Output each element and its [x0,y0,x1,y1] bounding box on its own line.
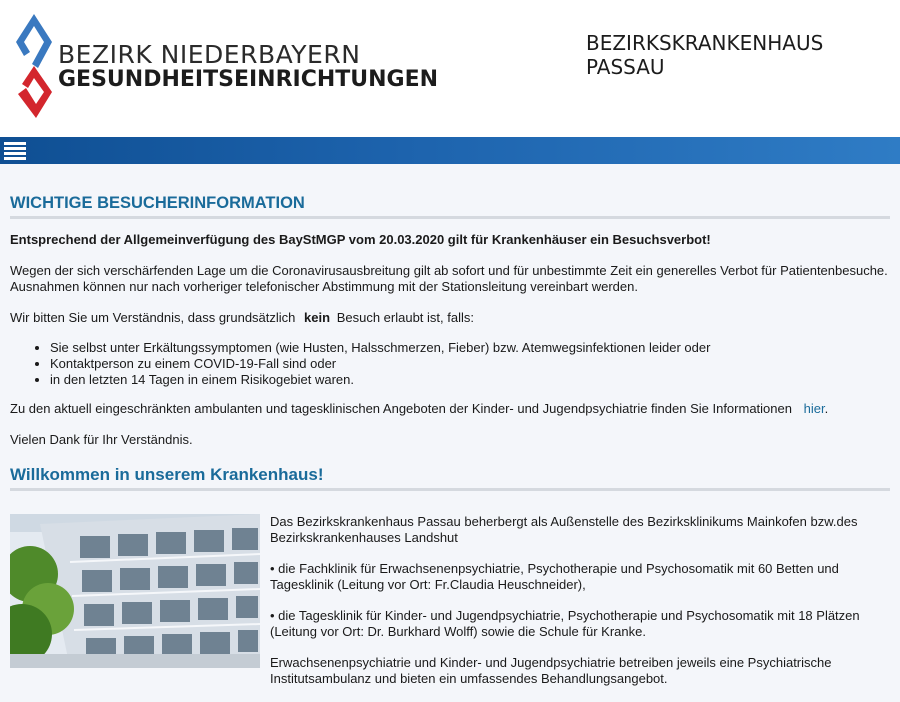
conditions-list [10,340,890,388]
menu-line [4,157,26,160]
visitor-conditions-intro [10,310,890,326]
hospital-name-line1: BEZIRKSKRANKENHAUS [586,31,824,55]
emphasis-kein: kein [304,310,331,325]
hamburger-menu-icon[interactable] [4,140,26,162]
thanks-text: Vielen Dank für Ihr Verständnis. [10,432,193,447]
welcome-paragraph: • die Fachklinik für Erwachsenenpsychiatrie, Psychotherapie und Psychosomatik mit 60 Betten und Tagesklinik (Leitung vor Ort: Fr.Claudia Heuschneider), [270,561,839,592]
welcome-paragraph: • die Tagesklinik für Kinder- und Jugendpsychiatrie, Psychotherapie und Psychosomatik mit 18 Plätzen (Leitung vor Ort: Dr. Burkhard Wolff) sowie die Schule für Kranke. [270,608,860,639]
menu-line [4,147,26,150]
org-name-line2: GESUNDHEITSEINRICHTUNGEN [58,67,439,92]
welcome-heading: Willkommen in unserem Krankenhaus! [10,465,890,491]
welcome-paragraph: Das Bezirkskrankenhaus Passau beherbergt als Außenstelle des Bezirksklinikums Mainkofen bzw.des Bezirkskrankenhauses Landshut [270,514,858,545]
bezirk-logo-icon[interactable] [14,12,54,120]
menu-line [4,152,26,155]
list-item: • Sie selbst unter Erkältungssymptomen (wie Husten, Halsschmerzen, Fieber) bzw. Atemwegsinfektionen leider oder [50,340,890,356]
navigation-bar [0,137,900,164]
org-name-line1: BEZIRK NIEDERBAYERN [58,40,361,69]
intro-text-end: Besuch erlaubt ist, falls: [336,310,474,325]
info-text-end: . [824,401,829,416]
welcome-section [10,514,890,702]
menu-line [4,142,26,145]
intro-text: Wir bitten Sie um Verständnis, dass grundsätzlich [10,310,296,325]
visitor-info-heading: WICHTIGE BESUCHERINFORMATION [10,194,890,219]
visitor-info-paragraph: Wegen der sich verschärfenden Lage um die Coronavirusausbreitung gilt ab sofort und für unbestimmte Zeit ein generelles Verbot für Patientenbesuche. Ausnahmen können nur nach vorheriger telefonischer Abstimmung mit der Stationsleitung vereinbart werden. [10,263,888,294]
welcome-paragraph: Erwachsenenpsychiatrie und Kinder- und Jugendpsychiatrie betreiben jeweils eine Psychiatrische Institutsambulanz und bieten ein umfassendes Behandlungsangebot. [270,655,832,686]
main-content [0,164,900,702]
child-psychiatry-info [10,401,890,417]
info-here-link[interactable]: hier [803,401,825,416]
visiting-ban-notice: Entsprechend der Allgemeinverfügung des BayStMGP vom 20.03.2020 gilt für Krankenhäuser ein Besuchsverbot! [10,232,711,247]
hospital-building-image [10,514,260,668]
welcome-text [270,514,890,702]
list-item: • Kontaktperson zu einem COVID-19-Fall sind oder [50,356,890,372]
hospital-name [586,31,823,79]
info-text: Zu den aktuell eingeschränkten ambulanten und tagesklinischen Angeboten der Kinder- und Jugendpsychiatrie finden Sie Informationen [10,401,792,416]
site-header [0,0,900,137]
list-item: • in den letzten 14 Tagen in einem Risikogebiet waren. [50,372,890,388]
hospital-name-line2: PASSAU [586,55,665,79]
